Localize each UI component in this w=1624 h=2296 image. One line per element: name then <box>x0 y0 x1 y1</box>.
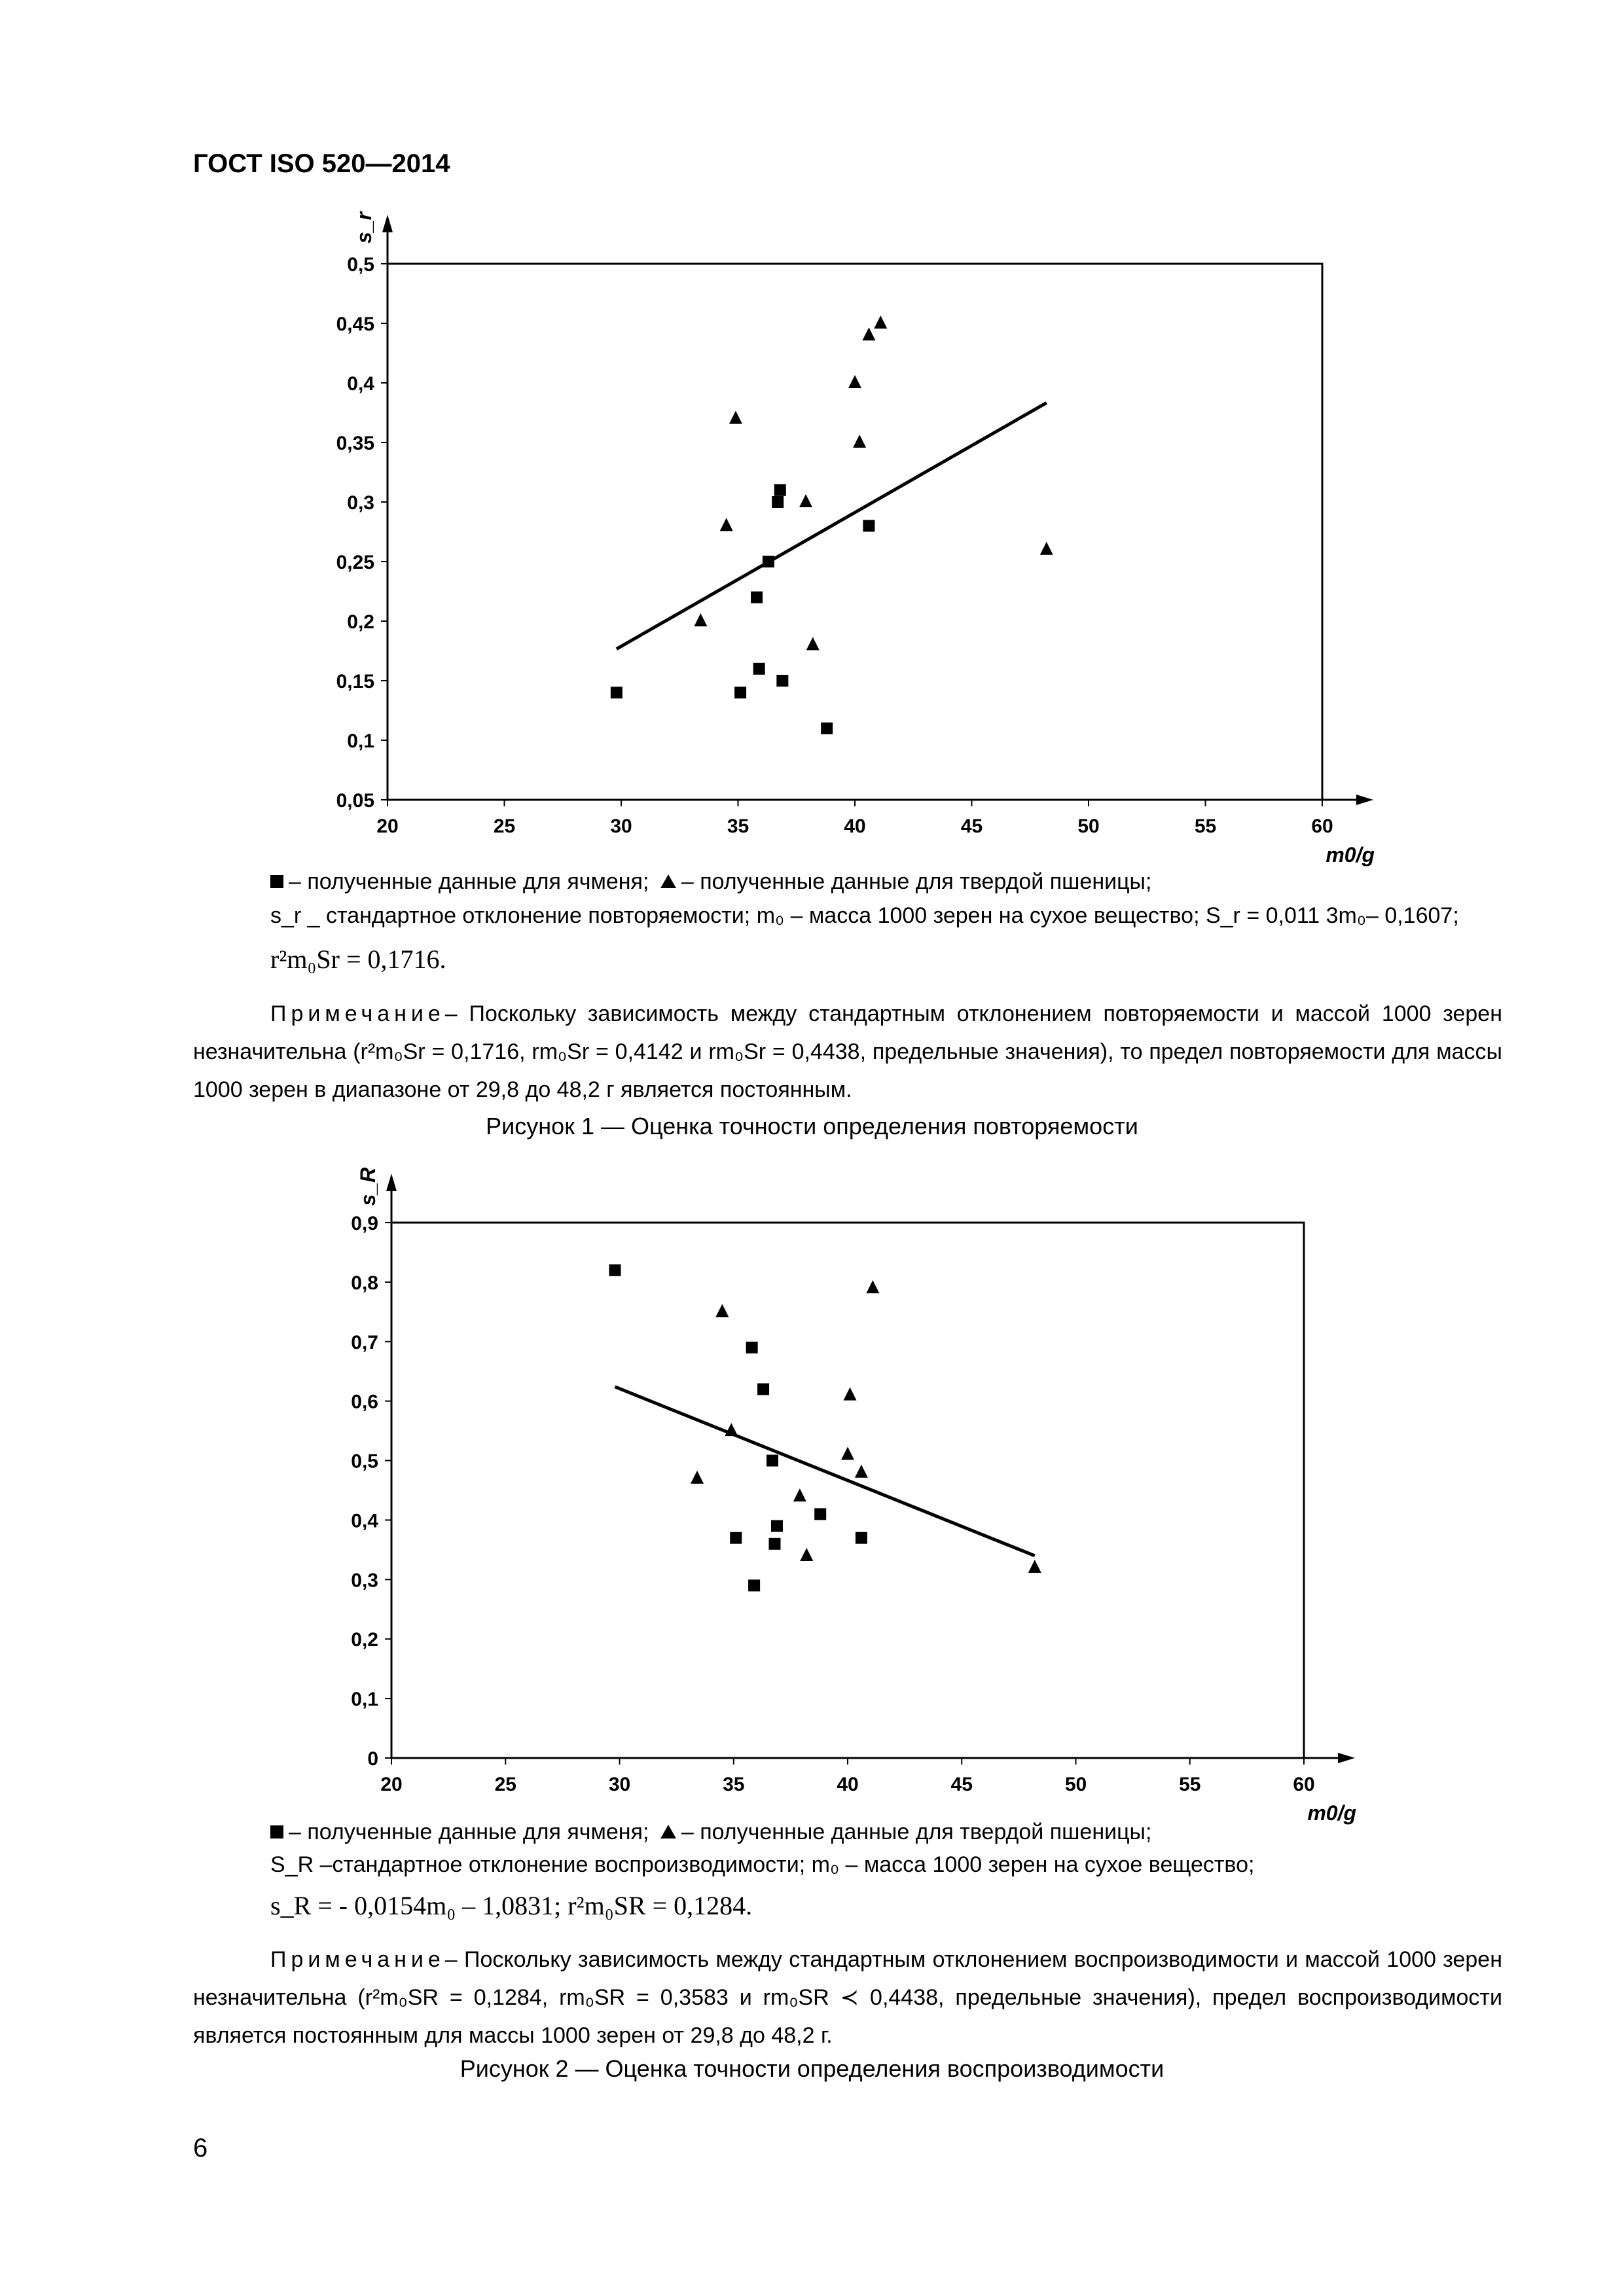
data-point-square <box>776 675 788 687</box>
x-tick-label: 20 <box>376 816 399 837</box>
figure-1-legend-definition: s_r _ стандартное отклонение повторяемости; m₀ – масса 1000 зерен на сухое вещество; S_r = 0,011 3m₀– 0,1607; <box>270 903 1459 928</box>
data-point-triangle <box>843 1388 856 1401</box>
data-point-square <box>753 663 765 675</box>
y-tick-label: 0,2 <box>347 611 374 633</box>
data-point-square <box>734 687 746 698</box>
y-axis-title: s_R <box>356 1167 380 1206</box>
data-point-square <box>767 1455 778 1467</box>
x-tick-label: 60 <box>1293 1774 1315 1795</box>
y-tick-label: 0,8 <box>351 1272 378 1294</box>
y-tick-label: 0,6 <box>351 1391 378 1413</box>
data-point-triangle <box>1040 542 1053 555</box>
data-point-triangle <box>694 613 707 626</box>
y-axis-arrow-icon <box>386 1174 397 1191</box>
data-point-square <box>746 1342 758 1354</box>
y-tick-label: 0,7 <box>351 1331 378 1354</box>
figure-1-note-text: – Поскольку зависимость между стандартным отклонением повторяемости и массой 1000 зерен незначительна (r²m₀Sr = 0,1716, rm₀Sr = 0,4142 и rm₀Sr = 0,4438, предельные значения), то предел повторяемости для массы 1000 зерен в диапазоне от 29,8 до 48,2 г является постоянным. <box>193 1001 1502 1102</box>
data-point-triangle <box>841 1446 854 1460</box>
x-tick-label: 40 <box>844 816 866 837</box>
data-point-square <box>748 1579 760 1591</box>
data-point-triangle <box>800 1548 813 1561</box>
y-tick-label: 0,3 <box>351 1570 378 1592</box>
data-point-square <box>814 1508 826 1520</box>
y-tick-label: 0,4 <box>351 1510 378 1532</box>
y-tick-label: 0,35 <box>336 433 374 454</box>
figure-2-legend-row <box>270 1820 1151 1845</box>
data-point-triangle <box>806 637 820 650</box>
y-tick-label: 0,2 <box>351 1629 378 1651</box>
data-point-square <box>856 1532 867 1544</box>
x-tick-label: 50 <box>1064 1774 1087 1795</box>
figure-2-legend-wheat: – полученные данные для твердой пшеницы; <box>681 1820 1152 1844</box>
y-axis-title: s_r <box>352 211 376 244</box>
figure-1-legend-row <box>270 869 1151 895</box>
x-tick-label: 60 <box>1311 816 1333 837</box>
data-point-square <box>863 520 875 531</box>
x-tick-label: 55 <box>1179 1774 1201 1795</box>
page-number: 6 <box>193 2134 208 2162</box>
data-point-square <box>730 1532 742 1544</box>
x-tick-label: 50 <box>1077 816 1100 837</box>
figure-1-caption: Рисунок 1 — Оценка точности определения повторяемости <box>486 1113 1138 1139</box>
y-tick-label: 0 <box>367 1748 378 1770</box>
data-point-triangle <box>729 411 742 424</box>
figure-1-note-lead: Примечание <box>270 1001 445 1026</box>
data-point-square <box>757 1383 769 1395</box>
data-point-square <box>771 1520 783 1532</box>
data-point-triangle <box>848 375 861 388</box>
data-point-triangle <box>855 1465 868 1478</box>
y-tick-label: 0,3 <box>347 492 374 514</box>
y-tick-label: 0,5 <box>351 1450 378 1473</box>
data-point-square <box>611 687 623 698</box>
y-tick-label: 0,1 <box>351 1689 378 1711</box>
x-tick-label: 35 <box>723 1774 745 1795</box>
x-tick-label: 55 <box>1194 816 1217 837</box>
x-axis-title: m0/g <box>1307 1801 1356 1825</box>
data-point-triangle <box>874 315 887 329</box>
data-point-square <box>751 592 763 603</box>
data-point-triangle <box>1028 1560 1041 1573</box>
y-tick-label: 0,5 <box>347 254 374 276</box>
y-tick-label: 0,05 <box>336 790 374 812</box>
data-point-square <box>609 1265 621 1276</box>
x-tick-label: 45 <box>950 1774 973 1795</box>
x-tick-label: 25 <box>493 816 516 837</box>
figure-1-note <box>193 995 1502 1109</box>
x-tick-label: 45 <box>960 816 983 837</box>
figure-2-note-lead: Примечание <box>270 1947 445 1972</box>
data-point-triangle <box>720 518 733 531</box>
figure-2-note-text: – Поскольку зависимость между стандартным отклонением воспроизводимости и массой 1000 зерен незначительна (r²m₀SR = 0,1284, rm₀SR = 0,3583 и rm₀SR ≺ 0,4438, предельные значения), предел воспроизводимости является постоянным для массы 1000 зерен от 29,8 до 48,2 г. <box>193 1947 1502 2048</box>
square-marker-icon <box>270 1825 283 1839</box>
data-point-triangle <box>862 327 875 340</box>
y-tick-label: 0,1 <box>347 730 374 752</box>
data-point-triangle <box>799 494 812 507</box>
data-point-square <box>772 496 784 508</box>
trend-line <box>615 1387 1035 1556</box>
x-tick-label: 30 <box>608 1774 631 1795</box>
data-point-triangle <box>793 1488 806 1501</box>
figure-2-legend-formula: s_R = - 0,0154m₀ – 1,0831; r²m₀SR = 0,1284. <box>270 1891 753 1920</box>
x-tick-label: 40 <box>837 1774 859 1795</box>
triangle-marker-icon <box>660 874 676 888</box>
x-tick-label: 20 <box>380 1774 403 1795</box>
figure-2-chart <box>0 1165 1624 1833</box>
data-point-triangle <box>725 1423 738 1436</box>
x-tick-label: 25 <box>494 1774 516 1795</box>
data-point-triangle <box>715 1304 729 1317</box>
x-axis-title: m0/g <box>1326 843 1375 867</box>
x-tick-label: 35 <box>727 816 749 837</box>
triangle-marker-icon <box>660 1825 676 1839</box>
y-tick-label: 0,15 <box>336 671 374 692</box>
plot-frame <box>391 1223 1304 1758</box>
x-axis-arrow-icon <box>1356 795 1373 805</box>
y-tick-label: 0,45 <box>336 314 374 335</box>
figure-2-caption: Рисунок 2 — Оценка точности определения воспроизводимости <box>460 2055 1164 2082</box>
data-point-square <box>821 723 833 734</box>
data-point-triangle <box>853 435 866 448</box>
y-tick-label: 0,25 <box>336 552 374 573</box>
figure-2-legend-barley: – полученные данные для ячменя; <box>289 1820 649 1844</box>
plot-frame <box>388 264 1322 800</box>
figure-2-note <box>193 1941 1502 2054</box>
figure-1-legend-wheat: – полученные данные для твердой пшеницы; <box>681 869 1152 894</box>
data-point-triangle <box>866 1280 879 1293</box>
data-point-square <box>774 484 786 496</box>
square-marker-icon <box>270 875 283 888</box>
figure-1-legend-barley: – полученные данные для ячменя; <box>289 869 649 894</box>
y-tick-label: 0,4 <box>347 373 374 395</box>
x-tick-label: 30 <box>610 816 632 837</box>
document-header: ГОСТ ISO 520—2014 <box>193 149 450 178</box>
figure-1-chart <box>0 209 1624 877</box>
trend-line <box>617 403 1047 649</box>
figure-1-legend-formula: r²m₀Sr = 0,1716. <box>270 944 446 974</box>
y-axis-arrow-icon <box>382 215 393 232</box>
data-point-square <box>763 556 774 567</box>
data-point-square <box>768 1538 780 1550</box>
y-tick-label: 0,9 <box>351 1213 378 1234</box>
x-axis-arrow-icon <box>1338 1753 1355 1763</box>
figure-2-legend-definition: S_R –стандартное отклонение воспроизводимости; m₀ – масса 1000 зерен на сухое вещество; <box>270 1852 1255 1877</box>
data-point-triangle <box>691 1471 704 1484</box>
